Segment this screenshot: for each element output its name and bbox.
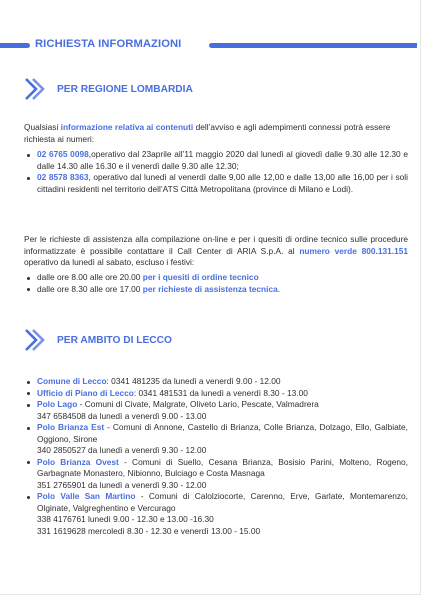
contact-phone: 340 2850527 da lunedì a venerdì 9.30 - 12.00 [37,445,207,455]
lombardia-assistance [24,234,408,269]
toll-free-number: numero verde 800.131.151 [299,245,408,256]
list-item [24,284,408,296]
list-item [24,491,408,537]
phone-number: 02 8578 8363 [37,172,89,182]
hours-highlight: per i quesiti di ordine tecnico [142,272,259,282]
contact-name: Comune di Lecco [37,376,107,386]
contact-phone: 338 4176761 lunedì 9.00 - 12.30 e 13.00 -16.30 [37,514,214,524]
list-item [24,272,408,284]
lecco-contact-list [24,376,408,537]
header-bar-right [209,43,417,48]
section-lombardia-title: PER REGIONE LOMBARDIA [57,84,193,95]
contact-details: : 0341 481531 da lunedì a venerdì 8.30 - 13.00 [133,387,308,398]
list-item [24,399,408,422]
list-item [24,422,408,457]
phone-number: 02 6765 0098 [37,149,89,159]
hours-text: dalle ore 8.30 alle ore 17.00 [37,283,143,294]
lombardia-number-list [24,149,408,195]
contact-name: Polo Valle San Martino [37,491,136,501]
intro-highlight: informazione relativa ai contenuti [60,122,194,132]
page-header [0,38,421,52]
list-item [24,376,408,388]
page-title: RICHIESTA INFORMAZIONI [35,38,182,50]
hours-end: . [277,283,281,294]
assistance-hours-list [24,272,408,295]
contact-details: - Comuni di Annone, Castello di Brianza, Colle Brianza, Dolzago, Ello, Galbiate, Oggiono, Sirone [37,422,408,444]
contact-details: - Comuni di Civate, Malgrate, Oliveto Lario, Pescate, Valmadrera [77,399,319,409]
contact-phone: 331 1619628 mercoledì 8.30 - 12.30 e venerdì 13.00 - 15.00 [37,525,261,536]
section-lecco-title: PER AMBITO DI LECCO [57,335,172,346]
contact-phone: 351 2765901 da lunedì a venerdì 9.30 - 12.00 [37,479,207,490]
contact-details: - Comuni di Calolziocorte, Carenno, Erve, Garlate, Montemarenzo, Olginate, Valgreghentino e Vercurago [37,491,408,513]
list-item [24,172,408,195]
phone-details: ,operativo dal 23aprile all’11 maggio 2020 dal lunedì al giovedì dalle 9.30 alle 12.30 e dalle 14.30 alle 16.30 e il venerdì dalle 9.30 alle 12.30; [37,149,408,171]
hours-highlight: per richieste di assistenza tecnica [142,283,278,294]
list-item [24,457,408,492]
phone-details: , operativo dal lunedì al venerdì dalle 9,00 alle 12,00 e dalle 13,00 alle 16,00 per i soli cittadini residenti nel territorio dell’ATS Città Metropolitana (province di Milano e Lodi). [37,172,408,194]
chevron-right-icon [24,76,46,102]
contact-name: Polo Lago [37,399,78,409]
contact-details: : 0341 481235 da lunedì a venerdì 9.00 - 12.00 [106,376,281,386]
assistance-text-end: operativo da lunedì al sabato, escluso i festivi: [24,257,195,267]
contact-phone: 347 6584508 da lunedì a venerdì 9.00 - 13.00 [37,410,207,421]
list-item [24,149,408,172]
contact-name: Polo Brianza Est [37,422,105,432]
list-item [24,388,408,400]
contact-name: Polo Brianza Ovest [37,456,119,467]
intro-text-end: dell’avviso e agli adempimenti connessi potrà essere richiesta ai numeri: [24,122,391,144]
section-lombardia-header [24,76,404,106]
section-lecco-header [24,327,404,357]
contact-details: - Comuni di Suello, Cesana Brianza, Bosisio Parini, Molteno, Rogeno, Garbagnate Monastero, Nibionno, Bulciago e Costa Masnaga [37,456,408,478]
assistance-text: Per le richieste di assistenza alla compilazione on-line e per i quesiti di ordine tecnico sulle procedure informatizzate è possibile contattare il Call Center di ARIA S.p.A. al [24,234,408,256]
header-bar-left [0,43,30,48]
intro-text: Qualsiasi [24,122,61,132]
lombardia-intro [24,122,408,145]
hours-text: dalle ore 8.00 alle ore 20.00 [37,272,143,282]
chevron-right-icon [24,327,46,353]
contact-name: Ufficio di Piano di Lecco [37,387,134,398]
